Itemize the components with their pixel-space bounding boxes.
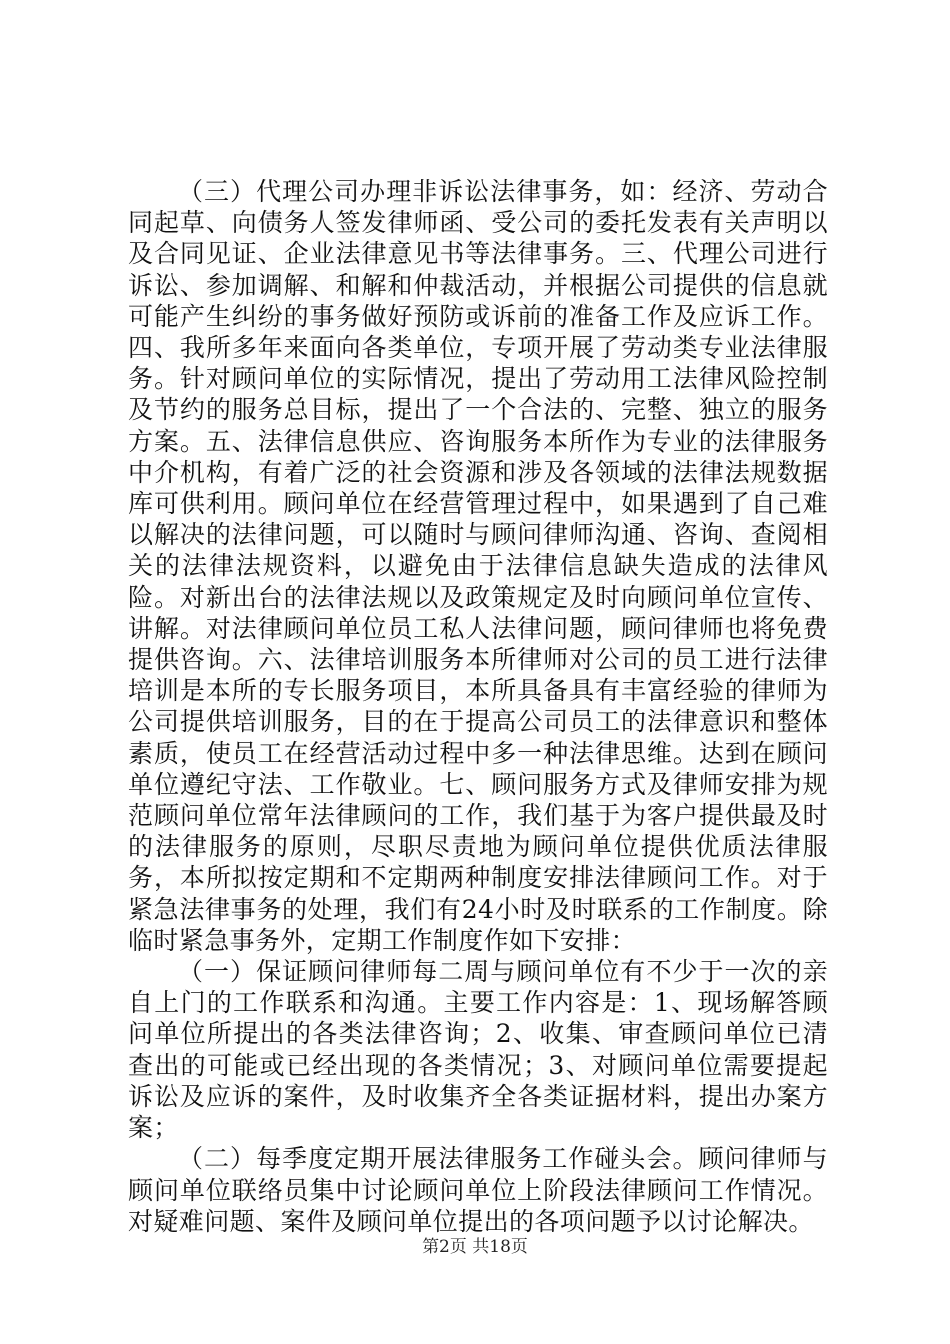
paragraph-3: （二）每季度定期开展法律服务工作碰头会。顾问律师与顾问单位联络员集中讨论顾问单位上阶段法律顾问工作情况。对疑难问题、案件及顾问单位提出的各项问题予以讨论解决。 [128,1144,828,1236]
paragraph-2: （一）保证顾问律师每二周与顾问单位有不少于一次的亲自上门的工作联系和沟通。主要工作内容是：1、现场解答顾问单位所提出的各类法律咨询；2、收集、审查顾问单位已清查出的可能或已经出现的各类情况；3、对顾问单位需要提起诉讼及应诉的案件，及时收集齐全各类证据材料，提出办案方案； [128,957,828,1143]
page-number-footer: 第2页 共18页 [422,1237,528,1257]
document-body [128,176,828,1237]
paragraph-1: （三）代理公司办理非诉讼法律事务，如：经济、劳动合同起草、向债务人签发律师函、受公司的委托发表有关声明以及合同见证、企业法律意见书等法律事务。三、代理公司进行诉讼、参加调解、和解和仲裁活动，并根据公司提供的信息就可能产生纠纷的事务做好预防或诉前的准备工作及应诉工作。四、我所多年来面向各类单位，专项开展了劳动类专业法律服务。针对顾问单位的实际情况，提出了劳动用工法律风险控制及节约的服务总目标，提出了一个合法的、完整、独立的服务方案。五、法律信息供应、咨询服务本所作为专业的法律服务中介机构，有着广泛的社会资源和涉及各领域的法律法规数据库可供利用。顾问单位在经营管理过程中，如果遇到了自己难以解决的法律问题，可以随时与顾问律师沟通、咨询、查阅相关的法律法规资料，以避免由于法律信息缺失造成的法律风险。对新出台的法律法规以及政策规定及时向顾问单位宣传、讲解。对法律顾问单位员工私人法律问题，顾问律师也将免费提供咨询。六、法律培训服务本所律师对公司的员工进行法律培训是本所的专长服务项目，本所具备具有丰富经验的律师为公司提供培训服务，目的在于提高公司员工的法律意识和整体素质，使员工在经营活动过程中多一种法律思维。达到在顾问单位遵纪守法、工作敬业。七、顾问服务方式及律师安排为规范顾问单位常年法律顾问的工作，我们基于为客户提供最及时的法律服务的原则，尽职尽责地为顾问单位提供优质法律服务，本所拟按定期和不定期两种制度安排法律顾问工作。对于紧急法律事务的处理，我们有24小时及时联系的工作制度。除临时紧急事务外，定期工作制度作如下安排： [128,177,828,955]
